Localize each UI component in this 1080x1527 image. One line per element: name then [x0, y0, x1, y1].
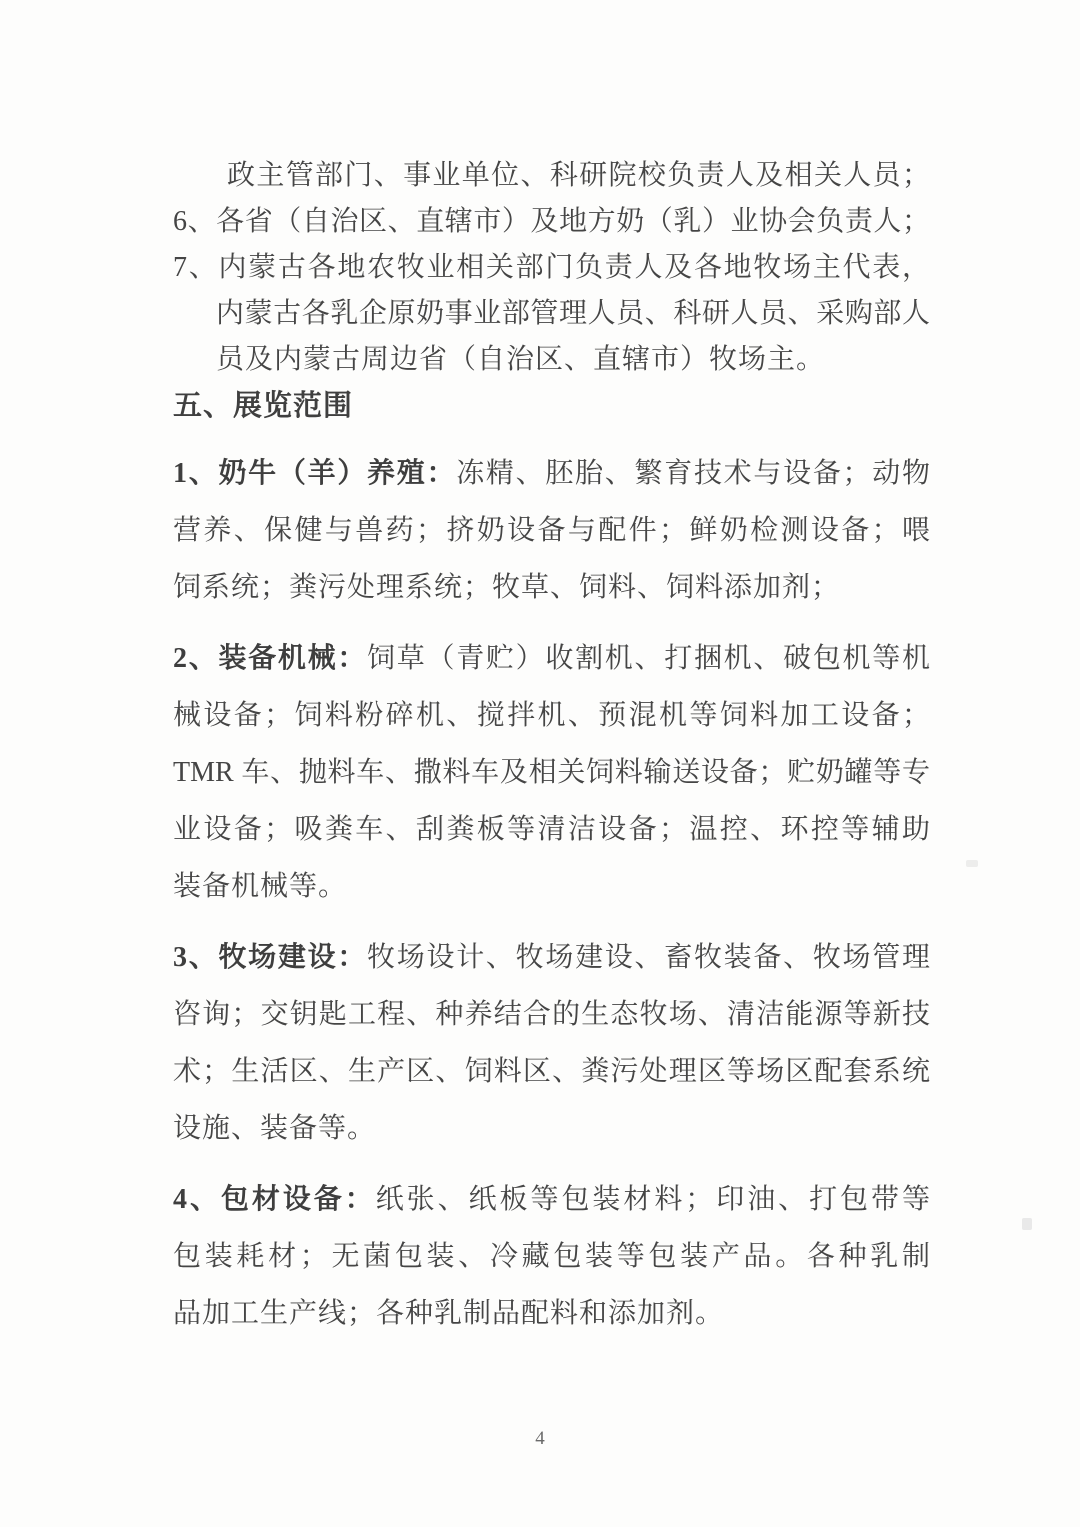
text-line: 包装耗材；无菌包装、冷藏包装等包装产品。各种乳制 [173, 1241, 930, 1272]
scan-speck [966, 860, 978, 867]
item-2-text: 饲草（青贮）收割机、打捆机、破包机等机 [367, 643, 930, 674]
text-line: 械设备；饲料粉碎机、搅拌机、预混机等饲料加工设备； [173, 700, 930, 731]
scan-speck [1022, 1218, 1032, 1230]
text-line: 设施、装备等。 [173, 1113, 377, 1144]
text-line: 咨询；交钥匙工程、种养结合的生态牧场、清洁能源等新技 [173, 999, 930, 1030]
text-line: 装备机械等。 [173, 871, 348, 902]
section-heading: 五、展览范围 [173, 390, 354, 422]
text-line: 政主管部门、事业单位、科研院校负责人及相关人员； [227, 160, 930, 191]
page-number: 4 [535, 1428, 545, 1449]
list-item-7: 7、内蒙古各地农牧业相关部门负责人及各地牧场主代表， [173, 252, 930, 283]
attendees-list-continuation [173, 153, 930, 383]
text-line [173, 929, 930, 986]
item-3-text: 牧场设计、牧场建设、畜牧装备、牧场管理 [367, 942, 930, 973]
item-1-label: 1、奶牛（羊）养殖： [173, 458, 457, 489]
text-line: 品加工生产线；各种乳制品配料和添加剂。 [173, 1298, 725, 1329]
text-line: 内蒙古各乳企原奶事业部管理人员、科研人员、采购部人 [216, 298, 930, 329]
exhibit-scope-item-4 [173, 1171, 930, 1342]
item-4-label: 4、包材设备： [173, 1184, 376, 1215]
text-line: 术；生活区、生产区、饲料区、粪污处理区等场区配套系统 [173, 1056, 930, 1087]
exhibit-scope-item-3 [173, 929, 930, 1157]
item-1-text: 冻精、胚胎、繁育技术与设备；动物 [456, 458, 930, 489]
exhibit-scope-item-1 [173, 445, 930, 616]
item-2-label: 2、装备机械： [173, 643, 368, 674]
text-line: 营养、保健与兽药；挤奶设备与配件；鲜奶检测设备；喂 [173, 515, 930, 546]
text-line [173, 630, 930, 687]
text-line: TMR 车、抛料车、撒料车及相关饲料输送设备；贮奶罐等专 [173, 757, 930, 788]
list-item-6: 6、各省（自治区、直辖市）及地方奶（乳）业协会负责人； [173, 206, 930, 237]
text-line [173, 1171, 930, 1228]
item-4-text: 纸张、纸板等包装材料；印油、打包带等 [375, 1184, 930, 1215]
text-line: 员及内蒙古周边省（自治区、直辖市）牧场主。 [216, 344, 826, 375]
text-line [173, 445, 930, 502]
item-3-label: 3、牧场建设： [173, 942, 368, 973]
text-line: 饲系统；粪污处理系统；牧草、饲料、饲料添加剂； [173, 572, 841, 603]
page-content [173, 153, 930, 1342]
text-line: 业设备；吸粪车、刮粪板等清洁设备；温控、环控等辅助 [173, 814, 930, 845]
exhibit-scope-item-2 [173, 630, 930, 915]
